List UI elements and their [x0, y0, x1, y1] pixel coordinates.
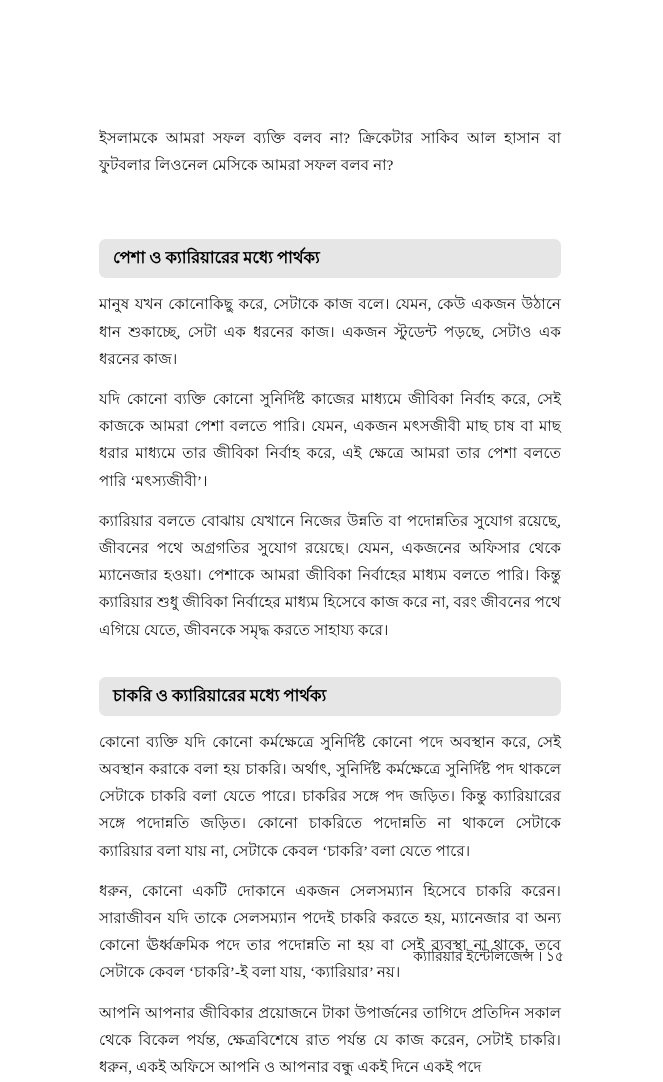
section-2-paragraph-1: কোনো ব্যক্তি যদি কোনো কর্মক্ষেত্রে সুনির্দিষ্ট কোনো পদে অবস্থান করে, সেই অবস্থান করাকে বলা হয় চাকরি। অর্থাৎ, সুনির্দিষ্ট কর্মক্ষেত্রে সুনির্দিষ্ট পদ থাকলে সেটাকে চাকরি বলা যেতে পারে। চাকরির সঙ্গে পদ জড়িত। কিন্তু ক্যারিয়ারের সঙ্গে পদোন্নতি জড়িত। কোনো চাকরিতে পদোন্নতি না থাকলে সেটাকে ক্যারিয়ার বলা যায় না, সেটাকে কেবল ‘চাকরি’ বলা যেতে পারে।	[99, 734, 561, 860]
page-content	[99, 126, 561, 1082]
section-heading-label: চাকরি ও ক্যারিয়ারের মধ্যে পার্থক্য	[113, 685, 327, 705]
spacer-before-section-2	[99, 645, 561, 655]
section-2-paragraph-2: ধরুন, কোনো একটি দোকানে একজন সেলসম্যান হিসেবে চাকরি করেন। সারাজীবন যদি তাকে সেলসম্যান পদেই চাকরি করতে হয়, ম্যানেজার বা অন্য কোনো ঊর্ধ্বক্রমিক পদে তার পদোন্নতি না হয় বা সেই ব্যবস্থা না থাকে, তবে সেটাকে কেবল ‘চাকরি’-ই বলা যায়, ‘ক্যারিয়ার’ নয়।	[99, 883, 561, 982]
intro-paragraph: ইসলামকে আমরা সফল ব্যক্তি বলব না? ক্রিকেটার সাকিব আল হাসান বা ফুটবলার লিওনেল মেসিকে আমরা সফল বলব না?	[99, 131, 561, 175]
section-2-paragraph-3: আপনি আপনার জীবিকার প্রয়োজনে টাকা উপার্জনের তাগিদে প্রতিদিন সকাল থেকে বিকেল পর্যন্ত, ক্ষেত্রবিশেষে রাত পর্যন্ত যে কাজ করেন, সেটাই চাকরি। ধরুন, একই অফিসে আপনি ও আপনার বন্ধু একই দিনে একই পদে	[99, 1005, 561, 1077]
section-1-paragraph-2: যদি কোনো ব্যক্তি কোনো সুনির্দিষ্ট কাজের মাধ্যমে জীবিকা নির্বাহ করে, সেই কাজকে আমরা পেশা বলতে পারি। যেমন, একজন মৎসজীবী মাছ চাষ বা মাছ ধরার মাধ্যমে তার জীবিকা নির্বাহ করে, এই ক্ষেত্রে আমরা তার পেশা বলতে পারি ‘মৎস্যজীবী’।	[99, 392, 561, 490]
spacer-before-section-1	[99, 193, 561, 217]
page-footer	[102, 948, 564, 968]
section-1-paragraph-1: মানুষ যখন কোনোকিছু করে, সেটাকে কাজ বলে। যেমন, কেউ একজন উঠানে ধান শুকাচ্ছে, সেটা এক ধরনের কাজ। একজন স্টুডেন্ট পড়ছে, সেটাও এক ধরনের কাজ।	[99, 297, 561, 368]
section-heading-label: পেশা ও ক্যারিয়ারের মধ্যে পার্থক্য	[113, 248, 320, 268]
section-heading-profession-vs-career	[99, 239, 561, 278]
section-1-paragraph-3: ক্যারিয়ার বলতে বোঝায় যেখানে নিজের উন্নতি বা পদোন্নতির সুযোগ রয়েছে, জীবনের পথে অগ্রগতির সুযোগ রয়েছে। যেমন, একজনের অফিসার থেকে ম্যানেজার হওয়া। পেশাকে আমরা জীবিকা নির্বাহের মাধ্যম বলতে পারি। কিন্তু ক্যারিয়ার শুধু জীবিকা নির্বাহের মাধ্যম হিসেবে কাজ করে না, বরং জীবনের পথে এগিয়ে যেতে, জীবনকে সমৃদ্ধ করতে সাহায্য করে।	[99, 513, 561, 639]
footer-text: ক্যারিয়ার ইন্টেলিজেন্স । ১৫	[413, 950, 564, 965]
section-heading-job-vs-career	[99, 677, 561, 716]
